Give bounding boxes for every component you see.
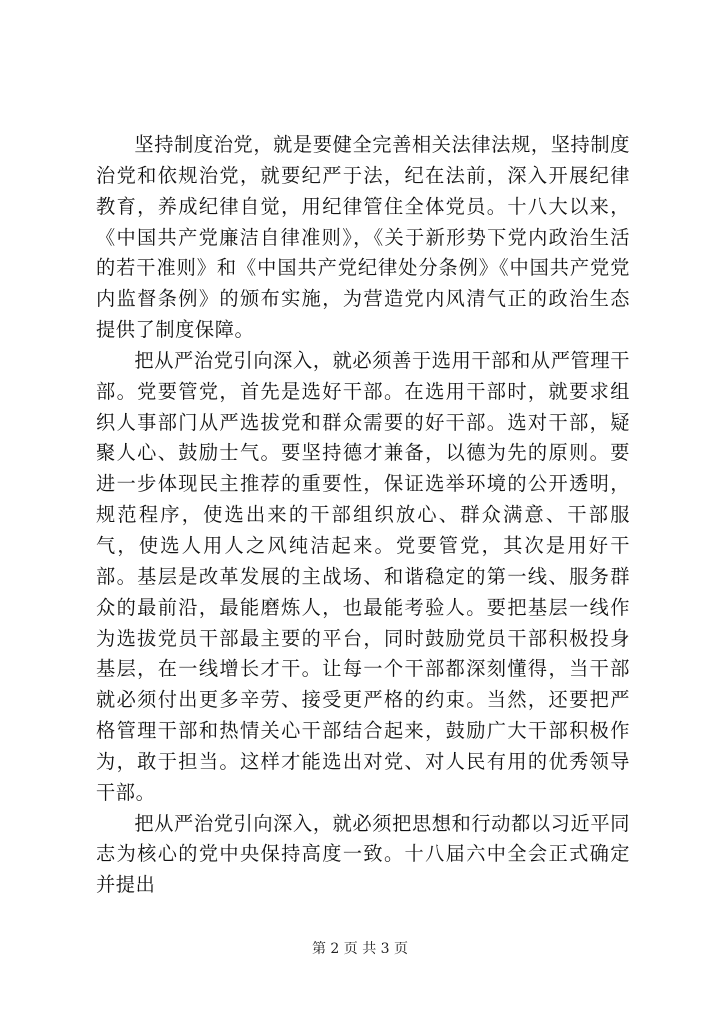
page-footer: 第 2 页 共 3 页 [311, 941, 409, 957]
paragraph-1: 坚持制度治党，就是要健全完善相关法律法规，坚持制度治党和依规治党，就要纪严于法，纪在法前，深入开展纪律教育，养成纪律自觉，用纪律管住全体党员。十八大以来，《中国共产党廉洁自律准则》，《关于新形势下党内政治生活的若干准则》和《中国共产党纪律处分条例》《中国共产党党内监督条例》的颁布实施，为营造党内风清气正的政治生态提供了制度保障。 [96, 133, 630, 342]
document-body [96, 130, 630, 901]
paragraph-2: 把从严治党引向深入，就必须善于选用干部和从严管理干部。党要管党，首先是选好干部。在选用干部时，就要求组织人事部门从严选拔党和群众需要的好干部。选对干部，疑聚人心、鼓励士气。要坚持德才兼备，以德为先的原则。要进一步体现民主推荐的重要性，保证选举环境的公开透明，规范程序，使选出来的干部组织放心、群众满意、干部服气，使选人用人之风纯洁起来。党要管党，其次是用好干部。基层是改革发展的主战场、和谐稳定的第一线、服务群众的最前沿，最能磨炼人，也最能考验人。要把基层一线作为选拔党员干部最主要的平台，同时鼓励党员干部积极投身基层，在一线增长才干。让每一个干部都深刻懂得，当干部就必须付出更多辛劳、接受更严格的约束。当然，还要把严格管理干部和热情关心干部结合起来，鼓励广大干部积极作为，敢于担当。这样才能选出对党、对人民有用的优秀领导干部。 [96, 348, 630, 804]
paragraph-3: 把从严治党引向深入，就必须把思想和行动都以习近平同志为核心的党中央保持高度一致。十八届六中全会正式确定并提出 [96, 811, 630, 897]
